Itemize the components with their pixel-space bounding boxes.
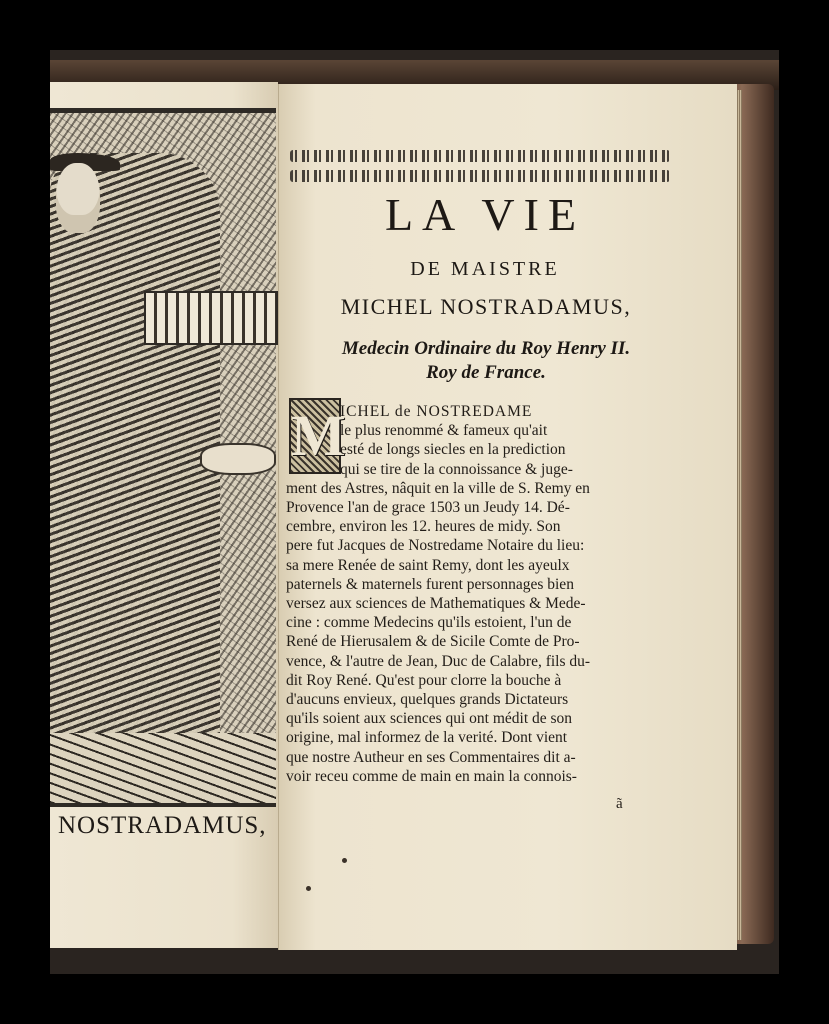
drop-cap: M <box>289 398 341 474</box>
woodcut-caption: NOSTRADAMUS, <box>58 812 267 839</box>
body-line: que nostre Autheur en ses Commentaires dit a- <box>286 748 576 766</box>
page-title: LA VIE <box>384 189 586 240</box>
book-photo <box>50 50 779 974</box>
body-line: esté de longs siecles en la prediction <box>340 441 566 459</box>
woodcut-hand <box>200 443 276 475</box>
body-line: versez aux sciences de Mathematiques & Mede- <box>286 595 586 613</box>
body-text <box>286 402 664 786</box>
body-line: origine, mal informez de la verité. Dont vient <box>286 729 568 747</box>
body-line: qui se tire de la connoissance & juge- <box>340 460 573 478</box>
body-line: René de Hierusalem & de Sicile Comte de Pro- <box>286 633 580 651</box>
body-line: paternels & maternels furent personnages bien <box>286 575 574 593</box>
paper-foxing-spot <box>306 886 311 891</box>
body-line: d'aucuns envieux, quelques grands Dictateurs <box>286 691 569 709</box>
catchword: ã <box>616 796 623 812</box>
body-line: cembre, environ les 12. heures de midy. Son <box>286 518 561 536</box>
woodcut-floor <box>50 733 276 803</box>
body-line: voir receu comme de main en main la connois- <box>286 767 577 785</box>
body-line: ment des Astres, nâquit en la ville de S. Remy en <box>286 479 590 497</box>
body-line: vence, & l'autre de Jean, Duc de Calabre, fils du- <box>286 652 591 670</box>
body-line: sa mere Renée de saint Remy, dont les ayeulx <box>286 556 570 574</box>
subtitle-line1: DE MAISTRE <box>410 258 560 280</box>
body-line: ICHEL de NOSTREDAME <box>340 403 533 420</box>
woodcut-face <box>56 163 100 233</box>
italic-line2: Roy de France. <box>426 362 546 383</box>
nostradamus-woodcut-illustration <box>50 108 276 807</box>
ornament-band-top <box>290 150 670 162</box>
paper-foxing-spot <box>342 858 347 863</box>
body-line: pere fut Jacques de Nostredame Notaire du lieu: <box>286 537 585 555</box>
body-line: dit Roy René. Qu'est pour clorre la bouche à <box>286 671 562 689</box>
woodcut-bookshelf <box>144 291 278 345</box>
body-line: Provence l'an de grace 1503 un Jeudy 14. Dé- <box>286 499 570 517</box>
body-line: qu'ils soient aux sciences qui ont médit de son <box>286 710 573 728</box>
subtitle-line2: MICHEL NOSTRADAMUS, <box>340 294 632 319</box>
italic-line1: Medecin Ordinaire du Roy Henry II. <box>341 338 631 359</box>
body-line: le plus renommé & fameux qu'ait <box>340 422 548 440</box>
ornament-band-bottom <box>290 170 670 182</box>
woodcut-figure-robe <box>50 153 220 753</box>
body-line: cine : comme Medecins qu'ils estoient, l'un de <box>286 614 572 632</box>
